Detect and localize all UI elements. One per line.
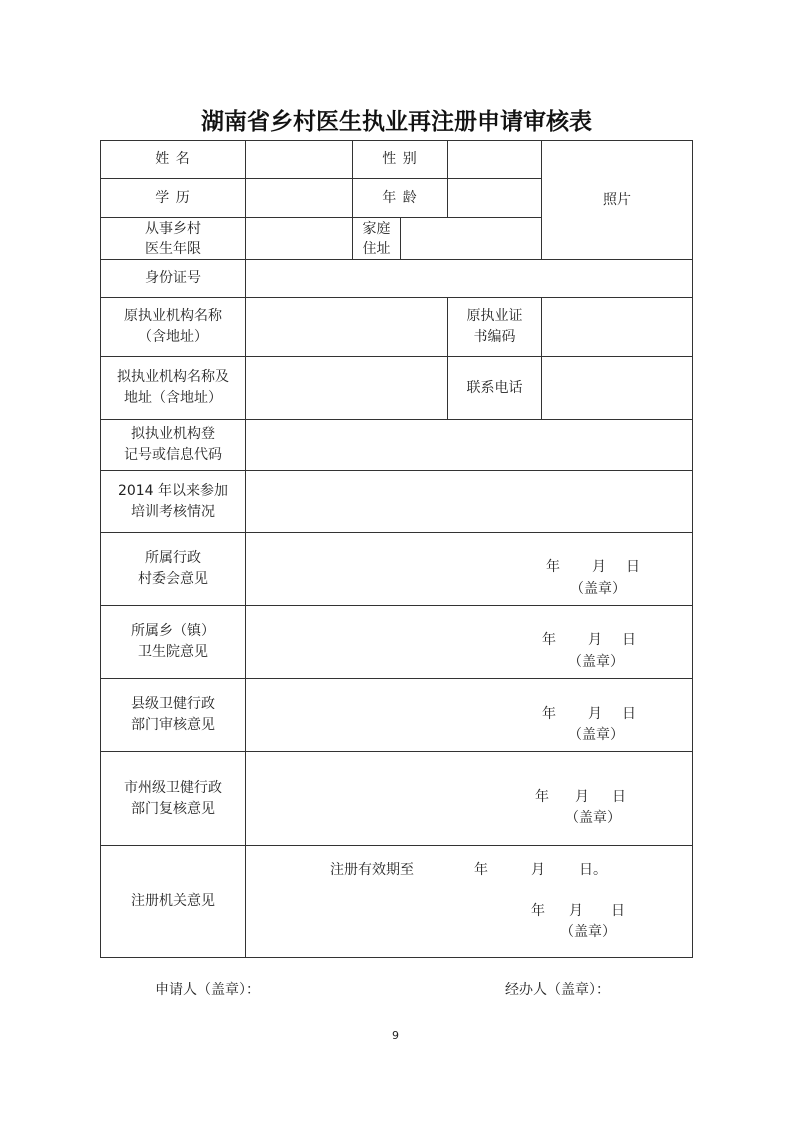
seal-label: （盖章） [565, 810, 621, 826]
validity-year: 年 [474, 862, 488, 878]
form-title: 湖南省乡村医生执业再注册申请审核表 [201, 109, 592, 135]
validity-label: 注册有效期至 [330, 862, 414, 878]
label-county: 县级卫健行政 部门审核意见 [100, 678, 246, 752]
date-day: 日 [611, 903, 625, 919]
seal-label: （盖章） [560, 924, 616, 940]
date-day: 日 [612, 789, 626, 805]
phone-field[interactable] [541, 356, 693, 420]
validity-month: 月 [531, 862, 545, 878]
label-age: 年 龄 [352, 178, 448, 218]
label-education: 学 历 [100, 178, 246, 218]
label-township: 所属乡（镇） 卫生院意见 [100, 605, 246, 679]
education-field[interactable] [245, 178, 353, 218]
handler-signature-label: 经办人（盖章）： [505, 982, 610, 998]
date-month: 月 [588, 706, 602, 722]
seal-label: （盖章） [568, 727, 624, 743]
gender-field[interactable] [447, 140, 542, 179]
label-name: 姓 名 [100, 140, 246, 179]
registrar-opinion-field[interactable] [245, 845, 693, 958]
label-village: 所属行政 村委会意见 [100, 532, 246, 606]
date-day: 日 [622, 632, 636, 648]
page-number: 9 [392, 1029, 399, 1042]
seal-label: （盖章） [568, 654, 624, 670]
date-month: 月 [588, 632, 602, 648]
label-city: 市州级卫健行政 部门复核意见 [100, 751, 246, 846]
date-month: 月 [569, 903, 583, 919]
photo-box: 照片 [541, 140, 693, 260]
date-year: 年 [531, 903, 545, 919]
date-year: 年 [542, 706, 556, 722]
orig-org-field[interactable] [245, 297, 448, 357]
date-year: 年 [535, 789, 549, 805]
label-orig-cert: 原执业证 书编码 [447, 297, 542, 357]
label-address: 家庭 住址 [352, 217, 401, 260]
address-field[interactable] [400, 217, 542, 260]
years-field[interactable] [245, 217, 353, 260]
label-reg-code: 拟执业机构登 记号或信息代码 [100, 419, 246, 471]
id-field[interactable] [245, 259, 693, 298]
date-year: 年 [546, 559, 560, 575]
label-training: 2014 年以来参加 培训考核情况 [100, 470, 246, 533]
label-orig-org: 原执业机构名称 （含地址） [100, 297, 246, 357]
training-field[interactable] [245, 470, 693, 533]
new-org-field[interactable] [245, 356, 448, 420]
label-phone: 联系电话 [447, 356, 542, 420]
applicant-signature-label: 申请人（盖章）： [155, 982, 260, 998]
label-gender: 性 别 [352, 140, 448, 179]
orig-cert-field[interactable] [541, 297, 693, 357]
date-day: 日 [626, 559, 640, 575]
label-registrar: 注册机关意见 [100, 845, 246, 958]
age-field[interactable] [447, 178, 542, 218]
validity-day: 日。 [579, 862, 607, 878]
label-new-org: 拟执业机构名称及 地址（含地址） [100, 356, 246, 420]
seal-label: （盖章） [570, 581, 626, 597]
name-field[interactable] [245, 140, 353, 179]
date-day: 日 [622, 706, 636, 722]
date-month: 月 [575, 789, 589, 805]
date-month: 月 [592, 559, 606, 575]
date-year: 年 [542, 632, 556, 648]
label-years: 从事乡村 医生年限 [100, 217, 246, 260]
label-id: 身份证号 [100, 259, 246, 298]
reg-code-field[interactable] [245, 419, 693, 471]
